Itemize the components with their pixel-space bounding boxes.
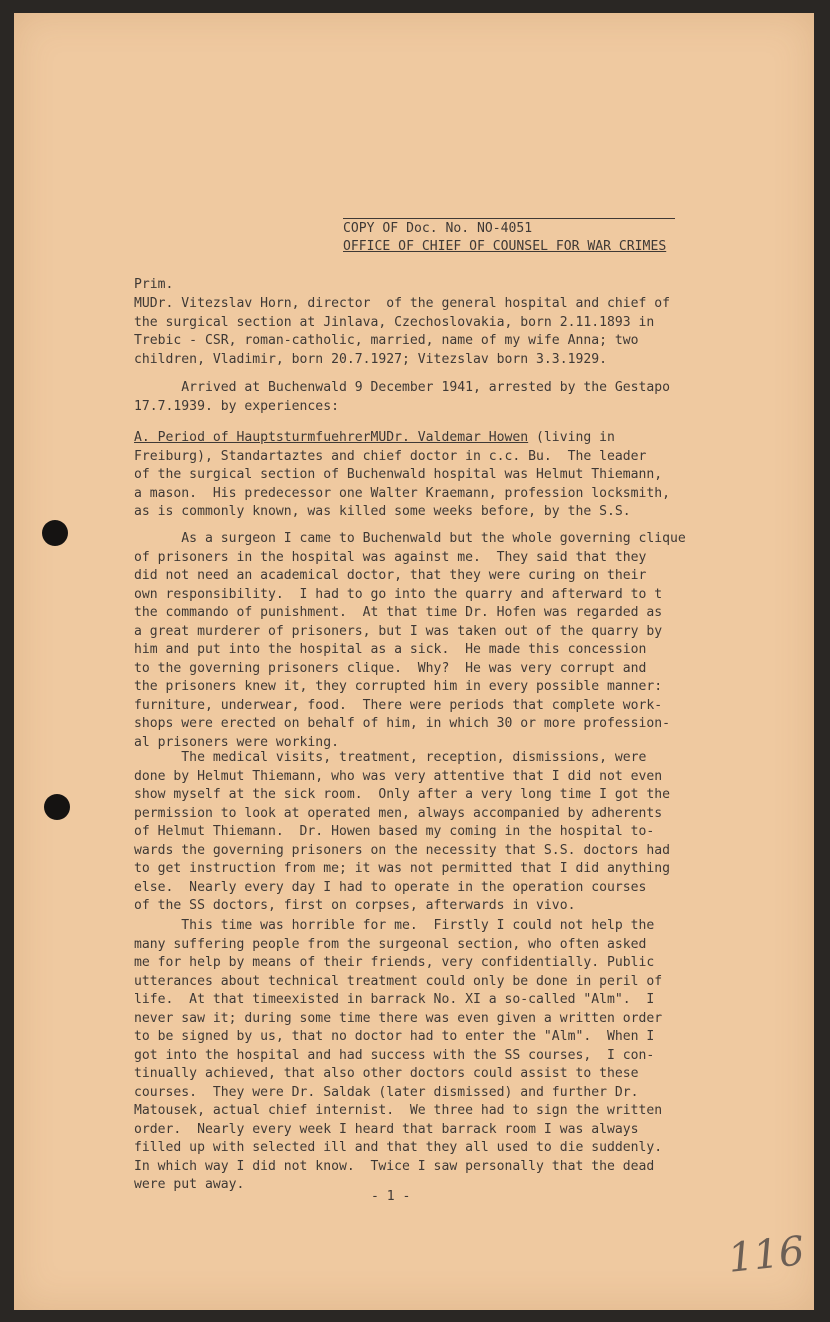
handwritten-page-number: 116 [725, 1228, 807, 1282]
paragraph-line: utterances about technical treatment could only be done in peril of [134, 973, 663, 989]
paragraph-line: the prisoners knew it, they corrupted him in every possible manner: [134, 679, 663, 694]
intro-line: MUDr. Vitezslav Horn, director of the general hospital and chief of [134, 296, 671, 311]
paragraph-line: of prisoners in the hospital was against me. They said that they [134, 549, 647, 565]
paragraph-line: him and put into the hospital as a sick. He made this concession [134, 642, 647, 657]
paragraph-line: a great murderer of prisoners, but I was taken out of the quarry by [134, 623, 663, 639]
section-a-line: a mason. His predecessor one Walter Kraemann, profession locksmith, [134, 485, 671, 501]
paragraph-line: many suffering people from the surgeonal section, who often asked [134, 936, 647, 952]
paragraph-line: life. At that timeexisted in barrack No. XI a so-called "Alm". I [134, 992, 655, 1007]
paragraph-line: got into the hospital and had success with the SS courses, I con- [134, 1047, 655, 1063]
section-a-first-line [134, 429, 615, 448]
paragraph-line: In which way I did not know. Twice I saw personally that the dead [134, 1158, 655, 1174]
paragraph-line: tinually achieved, that also other doctors could assist to these [134, 1066, 639, 1081]
paragraph-line: to get instruction from me; it was not permitted that I did anything [134, 861, 671, 876]
arrival-line: Arrived at Buchenwald 9 December 1941, arrested by the Gestapo [134, 380, 671, 395]
section-a-line: of the surgical section of Buchenwald hospital was Helmut Thiemann, [134, 467, 663, 482]
paragraph-line: wards the governing prisoners on the necessity that S.S. doctors had [134, 842, 671, 858]
intro-line: Trebic - CSR, roman-catholic, married, name of my wife Anna; two [134, 333, 639, 348]
paragraph-line: permission to look at operated men, always accompanied by adherents [134, 805, 663, 821]
paragraph-line: were put away. [134, 1177, 245, 1192]
paragraph-line: courses. They were Dr. Saldak (later dismissed) and further Dr. [134, 1084, 639, 1100]
paragraph-line: furniture, underwear, food. There were periods that complete work- [134, 697, 663, 713]
paragraph-line: own responsibility. I had to go into the quarry and afterward to t [134, 586, 663, 602]
paragraph-line: did not need an academical doctor, that they were curing on their [134, 568, 647, 583]
punch-hole-bottom [44, 794, 70, 820]
header-rule [343, 218, 675, 219]
paragraph-line: Matousek, actual chief internist. We three had to sign the written [134, 1103, 663, 1118]
doc-number: COPY OF Doc. No. NO-4051 [343, 221, 533, 236]
paragraph-line: order. Nearly every week I heard that barrack room I was always [134, 1121, 639, 1137]
section-a-heading-rest: (living in [528, 430, 615, 445]
paragraph-line: al prisoners were working. [134, 734, 339, 750]
paragraph-line: filled up with selected ill and that they all used to die suddenly. [134, 1140, 663, 1155]
section-a-line: Freiburg), Standartaztes and chief doctor in c.c. Bu. The leader [134, 448, 647, 464]
paragraph-line: never saw it; during some time there was even given a written order [134, 1010, 663, 1026]
office-title: OFFICE OF CHIEF OF COUNSEL FOR WAR CRIMES [343, 239, 667, 254]
paragraph-line: of Helmut Thiemann. Dr. Howen based my coming in the hospital to- [134, 824, 655, 839]
paragraph-line: to be signed by us, that no doctor had to enter the "Alm". When I [134, 1029, 655, 1044]
page-number: - 1 - [371, 1189, 411, 1204]
punch-hole-top [42, 520, 68, 546]
paragraph-line: The medical visits, treatment, reception, dismissions, were [134, 750, 647, 765]
paragraph-line: As a surgeon I came to Buchenwald but the whole governing clique [134, 531, 686, 546]
paragraph-line: the commando of punishment. At that time Dr. Hofen was regarded as [134, 605, 663, 620]
paragraph-line: done by Helmut Thiemann, who was very attentive that I did not even [134, 768, 663, 784]
paragraph-line: This time was horrible for me. Firstly I could not help the [134, 918, 655, 933]
paragraph-line: to the governing prisoners clique. Why? He was very corrupt and [134, 660, 647, 676]
paragraph-line: shops were erected on behalf of him, in which 30 or more profession- [134, 716, 671, 731]
section-a-line: as is commonly known, was killed some weeks before, by the S.S. [134, 504, 631, 519]
paragraph-line: me for help by means of their friends, very confidentially. Public [134, 955, 655, 970]
intro-line: children, Vladimir, born 20.7.1927; Vitezslav born 3.3.1929. [134, 351, 607, 367]
intro-label: Prim. [134, 277, 174, 292]
section-a-heading: A. Period of HauptsturmfuehrerMUDr. Valdemar Howen [134, 430, 529, 445]
paragraph-line: of the SS doctors, first on corpses, afterwards in vivo. [134, 898, 576, 913]
paragraph-line: else. Nearly every day I had to operate in the operation courses [134, 879, 647, 895]
paragraph-line: show myself at the sick room. Only after a very long time I got the [134, 787, 671, 802]
arrival-line: 17.7.1939. by experiences: [134, 398, 339, 414]
intro-line: the surgical section at Jinlava, Czechoslovakia, born 2.11.1893 in [134, 314, 655, 330]
